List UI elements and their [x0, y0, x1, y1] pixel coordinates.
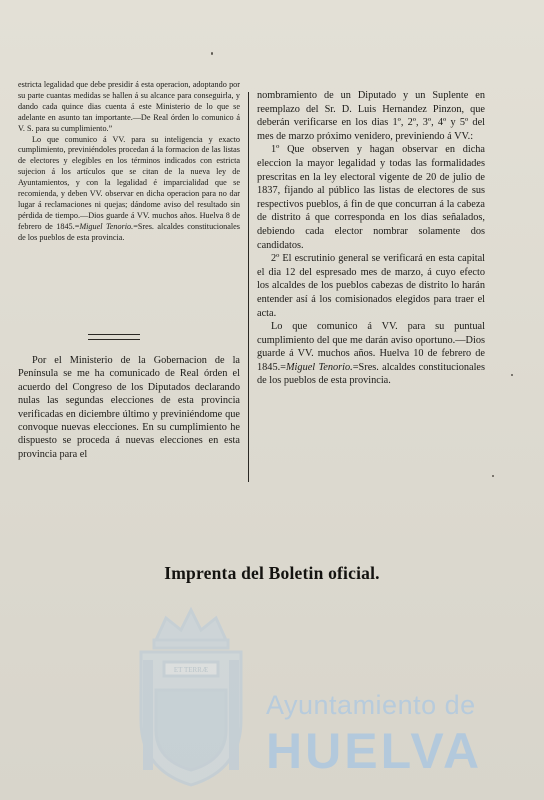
ink-speck [211, 52, 213, 55]
left-column-top [18, 80, 240, 244]
addressee-left: =Sres. alcaldes constitucionales de los pueblos de esta provincia. [18, 221, 240, 242]
shield-motto: ET TERRÆ [173, 666, 209, 674]
imprint-line: Imprenta del Boletin oficial. [164, 563, 380, 583]
paragraph-closing [257, 320, 485, 388]
addressee-right: =Sres. alcaldes constitucionales de los pueblos de esta provincia. [257, 361, 486, 387]
signature-left: Miguel Tenorio. [79, 221, 134, 231]
ink-speck [511, 374, 513, 376]
paragraph-circular [18, 135, 240, 244]
section-separator [88, 334, 140, 340]
right-column [257, 89, 485, 388]
coat-of-arms-watermark-icon [126, 600, 256, 790]
paragraph-article-1: 1º Que observen y hagan observar en dicha eleccion la mayor legalidad y todas las formalidades prescritas en la ley electoral vigente de 20 de julio de 1837, fijando al público las listas de electores de sus respectivos pueblos, á fin de que concurran á la cabeza de distrito á que corresponda en los dias señalados, debiendo cada elector nombrar solamente dos candidatos. [257, 144, 485, 251]
column-divider [248, 92, 249, 482]
closing-body: Lo que comunico á VV. para su puntual cumplimiento del que me darán aviso oportuno.—Dios guarde á VV. muchos años. Huelva 10 de febrero de 1845.= [257, 321, 485, 373]
paragraph-nombramiento: nombramiento de un Diputado y un Suplente en reemplazo del Sr. D. Luis Hernandez Pinzon, que deberán verificarse en los dias 1º, 2º, 3º, 4º y 5º del mes de marzo próximo venidero, previniendo á VV.: [257, 90, 485, 142]
watermark-text-line2: HUELVA [266, 723, 483, 779]
paragraph-ministry: Por el Ministerio de la Gobernacion de la Península se me ha comunicado de Real órden el acuerdo del Congreso de los Diputados declarando nulas las segundas elecciones de esta provincia verificadas en diciembre último y previniéndome que convoque nuevas elecciones. En su cumplimiento he dispuesto se proceda á nuevas elecciones en esta provincia para el [18, 355, 240, 460]
paragraph-continuation: estricta legalidad que debe presidir á esta operacion, adoptando por su parte cuantas medidas se hallen á su alcance para conseguirla, y dando cada quince dias cuenta á este Ministerio de lo que se adelante en asunto tan importante.—De Real órden lo comunico á V. S. para su cumplimiento.” [18, 80, 240, 133]
left-column-bottom [18, 354, 240, 461]
watermark-text-line1: Ayuntamiento de [266, 690, 476, 720]
signature-right: Miguel Tenorio. [285, 361, 353, 373]
ink-speck [492, 475, 494, 477]
paragraph-circular-body: Lo que comunico á VV. para su inteligencia y exacto cumplimiento, previniéndoles procedan á la formacion de las listas de electores y elegibles en los términos indicados con estricta sujecion á los artículos que se citan de la nueva ley de Ayuntamientos, y con la legalidad é imparcialidad que se recomienda, y deben VV. observar en dicha operacion para no dar lugar á reclamaciones ni quejas; dándome aviso del resultado sin pérdida de tiempo.—Dios guarde á VV. muchos años. Huelva 8 de febrero de 1845.= [18, 134, 240, 231]
paragraph-article-2: 2º El escrutinio general se verificará en esta capital el dia 12 del espresado mes de marzo, á cuyo efecto los alcaldes de los pueblos cabezas de distrito lo harán entender así á los comisionados elegidos para traer el acta. [257, 253, 485, 319]
